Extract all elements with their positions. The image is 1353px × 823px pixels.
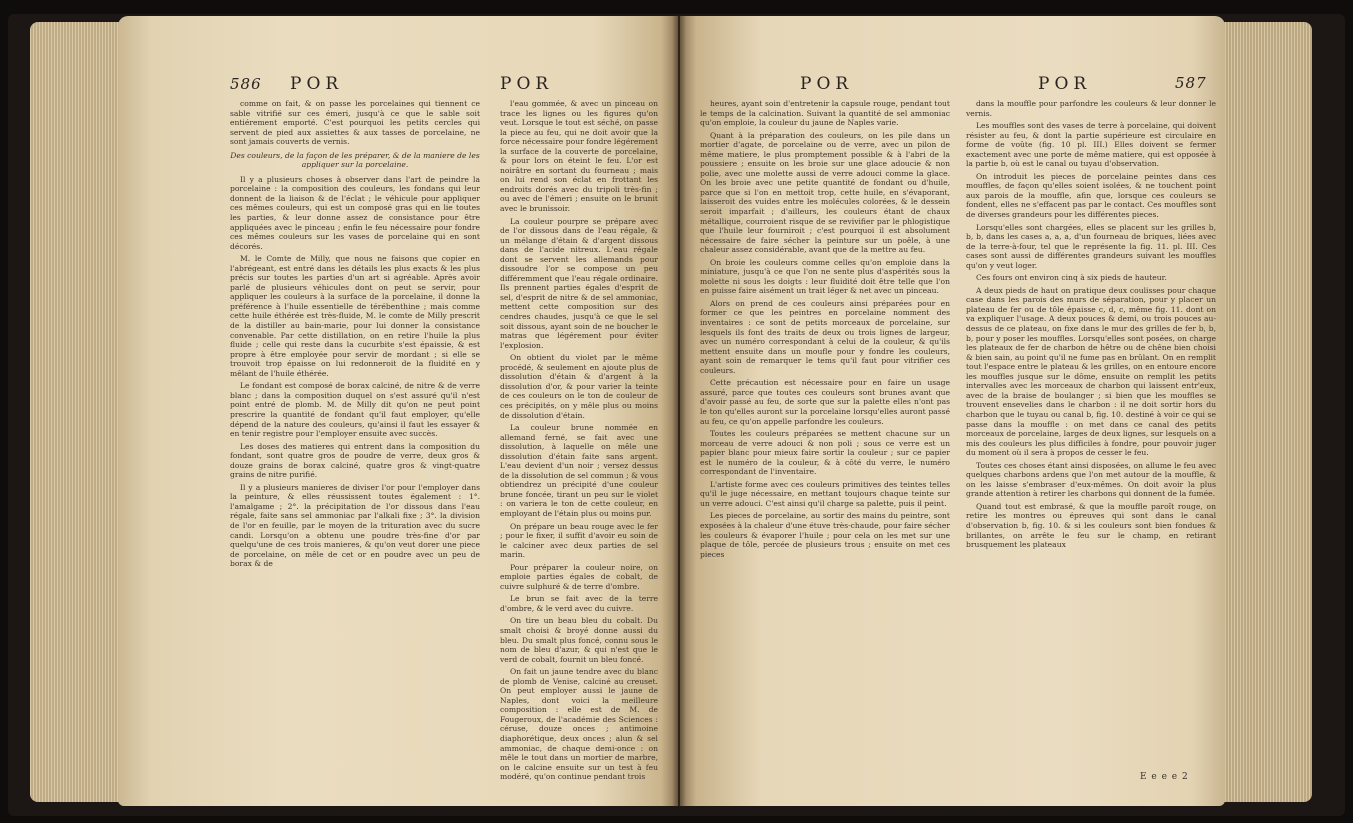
gutter [672,16,686,806]
paragraph: On broie les couleurs comme celles qu'on emploie dans la miniature, jusqu'à ce que l'on ne sente plus d'aspérités sous la molette ni sous les doigts : leur fluidité doit être telle que l'on en puisse faire aisément un trait léger & net avec un pinceau. [700,257,950,296]
left-heading-1: POR [290,74,344,94]
right-heading-2: POR [1038,74,1092,94]
right-page-number: 587 [1175,74,1207,92]
paragraph: Ces fours ont environ cinq à six pieds de hauteur. [976,273,1167,283]
paragraph: Cette précaution est nécessaire pour en faire un usage assuré, parce que toutes ces couleurs sont brunes avant que d'avoir passé au feu, de sorte que sur la palette elles n'ont pas le ton qu'elles auront sur la porcelaine lorsqu'elles auront passé au feu, ce qu'on appelle parfondre les couleurs. [700,378,950,426]
paragraph: On fait un jaune tendre avec du blanc de plomb de Venise, calciné au creuset. On peut employer aussi le jaune de Naples, dont voici la meilleure composition : elle est de M. de Fougeroux, de l'académie des Sciences : céruse, douze onces ; antimoine diaphorétique, deux onces ; alun & sel ammoniac, de chaque demi-once : on mêle le tout dans un mortier de marbre, on le calcine ensuite sur un test à feu modéré, qu'on continue pendant trois [500,667,658,782]
paragraph: Les pieces de porcelaine, au sortir des mains du peintre, sont exposées à la chaleur d'une étuve très-chaude, pour faire sécher les couleurs & évaporer l'huile ; pour cela on les met sur une plaque de tôle, percée de plusieurs trous ; ensuite on met ces pieces [700,511,950,559]
paragraph: Le fondant est composé de borax calciné, de nitre & de verre blanc ; dans la composition duquel on s'est assuré qu'il n'est point entré de plomb. M. de Milly dit qu'on ne peut point prescrire la quantité de fondant qu'il faut employer, qu'elle dépend de la nature des couleurs, qu'ainsi il faut les essayer & en tenir registre pour l'employer ensuite avec succès. [230,381,480,439]
right-page [680,16,1225,806]
paragraph: La couleur brune nommée en allemand ferné, se fait avec une dissolution, à laquelle on mêle une dissolution d'étain faite sans argent. L'eau devient d'un noir ; versez dessus de la dissolution de sel commun ; & vous obtiendrez un précipité d'une couleur brune foncée, tirant un peu sur le violet : on variera le ton de cette couleur, en employant de l'étain plus ou moins pur. [500,423,658,518]
paragraph: heures, ayant soin d'entretenir la capsule rouge, pendant tout le temps de la calcination. Suivant la quantité de sel ammoniac qu'on emploie, la couleur du jaune de Naples varie. [700,99,950,128]
paragraph: La couleur pourpre se prépare avec de l'or dissous dans de l'eau régale, & un mélange d'étain & d'argent dissous dans de l'acide nitreux. L'eau régale dont se servent les allemands pour dissoudre l'or se compose un peu différemment que l'eau régale ordinaire. Ils prennent parties égales d'esprit de sel, d'esprit de nitre & de sel ammoniac, mettent cette composition sur des cendres chaudes, jusqu'à ce que le sel soit dissous, ayant soin de ne boucher le matras que légérement pour éviter l'explosion. [500,216,658,350]
paragraph: On tire un beau bleu du cobalt. Du smalt choisi & broyé donne aussi du bleu. Du smalt plus foncé, connu sous le nom de bleu d'azur, & qui n'est que le verd de cobalt, fournit un bleu foncé. [500,616,658,664]
right-column-2 [966,99,1216,553]
paragraph: Toutes ces choses étant ainsi disposées, on allume le feu avec quelques charbons ardens que l'on met autour de la mouffle, & on les laisse s'embraser d'eux-mêmes. On doit avoir la plus grande attention à retirer les charbons qui donnent de la fumée. [966,460,1216,499]
paragraph: comme on fait, & on passe les porcelaines qui tiennent ce sable vitrifié sur ces émeri, jusqu'à ce que le sable soit entiérement emporté. C'est pourquoi les petits cercles qui servent de pied aux assiettes & aux tasses de porcelaine, ne sont jamais couverts de vernis. [230,99,480,147]
left-running-head [230,74,650,96]
paragraph: Lorsqu'elles sont chargées, elles se placent sur les grilles b, b, b, dans les cases a, a, a, d'un fourneau de briques, liées avec de la terre-à-four, tel que le représente la fig. 11. pl. III. Ces cases sont aussi de différentes grandeurs suivant les mouffles qu'on y veut loger. [966,222,1216,270]
paragraph: Quand tout est embrasé, & que la mouffle paroît rouge, on retire les montres ou épreuves qui sont dans le canal d'observation b, fig. 10. & si les couleurs sont bien fondues & brillantes, on arrête le feu sur le champ, en retirant brusquement les plateaux [966,501,1216,550]
paragraph: Les doses des matieres qui entrent dans la composition du fondant, sont quatre gros de poudre de verre, deux gros & douze grains de borax calciné, quatre gros & vingt-quatre grains de nitre purifié. [230,441,480,480]
paragraph: l'eau gommée, & avec un pinceau on trace les lignes ou les figures qu'on veut. Lorsque le tout est séché, on passe la piece au feu, qui ne doit avoir que la force nécessaire pour fondre légérement la surface de la couverte de porcelaine, & pour lors on éteint le feu. L'or est noirâtre en sortant du fourneau ; mais on lui rend son éclat en frottant les endroits dorés avec du tripoli très-fin ; ou avec de l'émeri ; ensuite on le brunit avec le brunissoir. [500,99,658,214]
left-heading-2: POR [500,74,554,94]
paragraph: Les mouffles sont des vases de terre à porcelaine, qui doivent résister au feu, & dont la partie supérieure est circulaire en forme de voûte (fig. 10 pl. III.) Elles doivent se fermer exactement avec une porte de même matiere, qui est opposée à la partie b, où est le canal ou tuyau d'observation. [966,121,1216,169]
right-heading-1: POR [800,74,854,94]
paragraph: A deux pieds de haut on pratique deux coulisses pour chaque case dans les parois des murs de séparation, pour y placer un plateau de fer ou de tôle épaisse c, d, c, même fig. 11. dont on va expliquer l'usage. A deux pouces & demi, ou trois pouces au-dessus de ce plateau, on fixe dans le mur des grilles de fer b, b, b, pour y poser les mouffles. Lorsqu'elles sont posées, on charge les plateaux de fer de charbon de hêtre ou de chêne bien choisi & bien sain, au point qu'il ne fume pas en brûlant. On en remplit tout l'espace entre le plateau & les grilles, on en entoure encore les mouffles jusque sur le dôme, ensuite on remplit les petits intervalles avec les morceaux de charbon qui laissent entr'eux, avec de la braise de boulanger ; si bien que les mouffles se trouvent ensevelies dans le charbon : il ne doit sortir hors du charbon que le tuyau ou canal b, fig. 10. destiné à voir ce qui se passe dans la mouffle : on met dans ce canal des petits morceaux de porcelaine, larges de deux lignes, sur lesquels on a mis des couleurs les plus difficiles à fondre, pour pouvoir juger du moment où il sera à propos de cesser le feu. [966,285,1216,458]
paragraph: On introduit les pieces de porcelaine peintes dans ces mouffles, de façon qu'elles soient isolées, & ne touchent point aux parois de la mouffle, afin que, lorsque ces couleurs se fondent, elles ne s'effacent pas par le contact. Ces mouffles sont de diverses grandeurs pour les différentes pieces. [966,171,1216,220]
paragraph: Toutes les couleurs préparées se mettent chacune sur un morceau de verre adouci & non poli ; sous ce verre est un papier blanc pour mieux faire sortir la couleur ; sur ce papier est le numéro de la couleur, & à côté du verre, le numéro correspondant de l'inventaire. [700,429,950,477]
paragraph: On prépare un beau rouge avec le fer ; pour le fixer, il suffit d'avoir eu soin de le calciner avec deux parties de sel marin. [500,521,658,560]
left-page-number: 586 [230,75,262,93]
paragraph: Pour préparer la couleur noire, on emploie parties égales de cobalt, de cuivre sulphuré & de terre d'ombre. [500,562,658,591]
left-column-1 [230,99,480,572]
left-page-edges [30,22,122,802]
paragraph: On obtient du violet par le même procédé, & seulement en ajoute plus de dissolution d'étain & d'argent à la dissolution d'or, & pour varier la teinte de ces couleurs on le ton de couleur de ces précipités, on y mêle plus ou moins de dissolution d'étain. [500,353,658,420]
paragraph: Quant à la préparation des couleurs, on les pile dans un mortier d'agate, de porcelaine ou de verre, avec un pilon de même matiere, le plus promptement possible & à l'abri de la poussiere ; ensuite on les broie sur une glace adoucie & non polie, avec une molette aussi de verre adouci comme la glace. On les broie avec une petite quantité de fondant ou d'huile, parce que si l'on en mettoit trop, cette huile, en s'évaporant, laisseroit des vuides entre les molécules colorées, & le dessein seroit imparfait ; d'ailleurs, les couleurs étant de chaux métallique, courroient risque de se revivifier par le phlogistique que l'huile leur fourniroit ; c'est pourquoi il est absolument nécessaire de faire sécher la peinture sur un poêle, à une chaleur assez considérable, avant que de la mettre au feu. [700,130,950,255]
paragraph: dans la mouffle pour parfondre les couleurs & leur donner le vernis. [966,99,1216,118]
right-page-edges [1222,22,1312,802]
right-column-1 [700,99,950,562]
paragraph: Alors on prend de ces couleurs ainsi préparées pour en former ce que les peintres en porcelaine nomment des inventaires : ce sont de petits morceaux de porcelaine, sur lesquels ils font des traits de deux ou trois lignes de largeur, avec un numéro correspondant à celui de la couleur, & qu'ils mettent ensuite dans un moufle pour y fondre les couleurs, ayant soin de remarquer le tems qu'il faut pour vitrifier ces couleurs. [700,298,950,375]
paragraph: Des couleurs, de la façon de les préparer, & de la maniere de les appliquer sur la porcelaine. [230,150,480,170]
paragraph: Le brun se fait avec de la terre d'ombre, & le verd avec du cuivre. [500,594,658,613]
left-column-2 [500,99,658,785]
signature-mark: E e e e 2 [1140,772,1189,782]
right-running-head [790,74,1210,96]
left-page [118,16,678,806]
paragraph: M. le Comte de Milly, que nous ne faisons que copier en l'abrégeant, est entré dans les détails les plus exacts & les plus précis sur toutes les parties d'un art si agréable. Après avoir parlé de plusieurs véhicules dont on peut se servir, pour appliquer les couleurs à la surface de la porcelaine, il donne la préférence à l'huile essentielle de térébenthine ; mais comme cette huile éthérée est très-fluide, M. le comte de Milly prescrit de la distiller au bain-marie, pour lui donner la consistance convenable. Par cette distillation, on en retire l'huile la plus fluide ; celle qui reste dans la cucurbite s'est épaissie, & est propre à être employée pour servir de mordant ; si elle se trouvoit trop épaisse on lui redonneroit de la fluidité en y mêlant de l'huile éthérée. [230,254,480,378]
paragraph: Il y a plusieurs choses à observer dans l'art de peindre la porcelaine : la composition des couleurs, les fondans qui leur donnent de la liaison & de l'éclat ; le véhicule pour appliquer ces mêmes couleurs, qui est un composé gras qui en lie toutes les parties, & leur donne assez de consistance pour être appliquées avec le pinceau ; enfin le feu nécessaire pour fondre ces mêmes couleurs sur les vases de porcelaine qui en sont décorés. [230,174,480,251]
paragraph: L'artiste forme avec ces couleurs primitives des teintes telles qu'il le juge nécessaire, en mettant toujours chaque teinte sur un verre adouci. C'est ainsi qu'il charge sa palette, puis il peint. [700,479,950,508]
paragraph: Il y a plusieurs manieres de diviser l'or pour l'employer dans la peinture, & elles réussissent toutes également : 1°. l'amalgame ; 2°. la précipitation de l'or dissous dans l'eau régale, faite sans sel ammoniac par l'alkali fixe ; 3°. la division de l'or en feuille, par le moyen de la trituration avec du sucre candi. Lorsqu'on a obtenu une poudre très-fine d'or par quelqu'une de ces trois manieres, & qu'on veut dorer une piece de porcelaine, on mêle de cet or en poudre avec un peu de borax & de [230,482,480,569]
